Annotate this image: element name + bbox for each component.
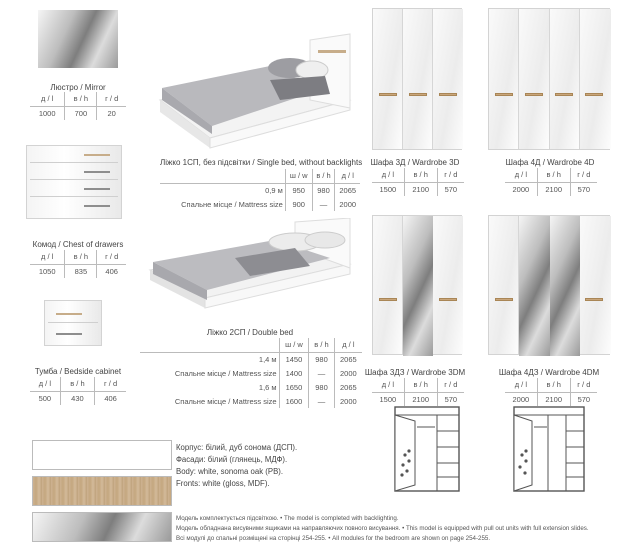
dim-header: г / d — [570, 378, 597, 392]
mirror-swatch — [32, 512, 172, 542]
double-bed-dims — [140, 338, 362, 408]
material-legend — [176, 442, 376, 490]
dim-header: д / l — [505, 168, 537, 182]
dim-value: 980 — [312, 183, 335, 197]
dim-header: д / l — [30, 377, 60, 391]
dim-value: 570 — [437, 182, 464, 196]
wardrobe-3d-dims — [372, 168, 464, 196]
wardrobe-4dz-image — [488, 215, 610, 355]
dim-value: 406 — [97, 264, 126, 278]
wardrobe-3d-image — [372, 8, 462, 150]
wardrobe-4d-name: Шафа 4Д / Wardrobe 4D — [505, 158, 595, 167]
row-label: Спальне місце / Mattress size — [174, 368, 277, 378]
legend-fronts-en: Fronts: white (gloss, MDF). — [176, 479, 270, 488]
dim-header: в / h — [537, 378, 570, 392]
sonoma-oak-swatch — [32, 476, 172, 506]
bedside-image — [44, 300, 102, 346]
dim-value: 2100 — [404, 182, 437, 196]
dim-value: 2000 — [334, 366, 362, 380]
legend-body-en: Body: white, sonoma oak (PB). — [176, 467, 284, 476]
legend-body-ua: Корпус: білий, дуб сонома (ДСП). — [176, 443, 298, 452]
dim-value: 2000 — [335, 197, 360, 211]
dim-header: д / l — [334, 338, 362, 352]
dim-value: 2000 — [334, 394, 362, 408]
wardrobe-4dz-name: Шафа 4ДЗ / Wardrobe 4DM — [498, 368, 600, 377]
dim-value: 700 — [65, 106, 97, 120]
dim-header: ш / w — [285, 169, 312, 183]
dim-header: г / d — [437, 378, 464, 392]
dim-value: 2100 — [404, 392, 437, 406]
dim-value: 2100 — [537, 392, 570, 406]
dim-value: 2065 — [334, 380, 362, 394]
chest-name: Комод / Chest of drawers — [32, 240, 124, 249]
dim-header: д / l — [335, 169, 360, 183]
dim-header: в / h — [65, 250, 97, 264]
dim-value: — — [312, 197, 335, 211]
row-label: 0,9 м — [265, 185, 283, 195]
bedside-name: Тумба / Bedside cabinet — [34, 367, 122, 376]
notes — [176, 514, 636, 544]
note-backlighting: Модель комплектується підсвіткою. • The model is completed with backlighting. — [176, 515, 399, 522]
bedside-dims — [30, 377, 126, 405]
dim-header: в / h — [312, 169, 335, 183]
dim-value: 430 — [60, 391, 94, 405]
dim-value: 2000 — [512, 394, 530, 404]
mirror-image — [38, 10, 118, 68]
dim-header: д / l — [372, 378, 404, 392]
dim-value: 2000 — [512, 184, 530, 194]
chest-dims — [30, 250, 126, 278]
dim-header: г / d — [437, 168, 464, 182]
dim-value: 570 — [437, 392, 464, 406]
dim-value: 1600 — [279, 394, 309, 408]
wardrobe-3dz-name: Шафа 3ДЗ / Wardrobe 3DM — [364, 368, 466, 377]
dim-value: 1500 — [379, 394, 397, 404]
row-label: Спальне місце / Mattress size — [181, 199, 283, 209]
dim-header: ш / w — [279, 338, 309, 352]
wardrobe-3d-name: Шафа 3Д / Wardrobe 3D — [370, 158, 460, 167]
dim-value: 1650 — [279, 380, 309, 394]
mirror-dims — [30, 92, 126, 120]
dim-value: 950 — [285, 183, 312, 197]
dim-value: 570 — [570, 182, 597, 196]
wardrobe-4dz-dims — [505, 378, 597, 406]
dim-value: 1050 — [38, 266, 56, 276]
legend-fronts-ua: Фасади: білий (глянець, МДФ). — [176, 455, 288, 464]
single-bed-name: Ліжко 1СП, без підсвітки / Single bed, without backlights — [160, 158, 363, 167]
dim-value: 406 — [95, 391, 126, 405]
dim-header: д / l — [372, 168, 404, 182]
dim-header: д / l — [30, 92, 65, 106]
dim-value: 570 — [570, 392, 597, 406]
note-slides: Модель обладнана висувними ящиками на направляючих повного висування. • This model is equipped with pull out units with full extension slides. — [176, 525, 589, 532]
single-bed-image — [150, 30, 360, 155]
dim-value: — — [309, 366, 334, 380]
dim-value: 1450 — [279, 352, 309, 366]
row-label: 1,4 м — [258, 354, 277, 364]
dim-value: 900 — [285, 197, 312, 211]
dim-header: в / h — [537, 168, 570, 182]
double-bed-image — [145, 218, 355, 316]
dim-value: — — [309, 394, 334, 408]
dim-header: г / d — [95, 377, 126, 391]
dim-value: 980 — [309, 352, 334, 366]
wardrobe-3dz-image — [372, 215, 462, 355]
dim-header: г / d — [570, 168, 597, 182]
row-label: 1,6 м — [258, 382, 277, 392]
dim-value: 835 — [65, 264, 97, 278]
wardrobe-3d-interior-diagram — [393, 405, 461, 493]
chest-image — [26, 145, 122, 219]
mirror-name: Люстро / Mirror — [50, 83, 106, 92]
wardrobe-4d-dims — [505, 168, 597, 196]
dim-value: 1500 — [379, 184, 397, 194]
row-label: Спальне місце / Mattress size — [174, 396, 277, 406]
dim-header: в / h — [65, 92, 97, 106]
dim-value: 2065 — [334, 352, 362, 366]
wardrobe-4d-image — [488, 8, 610, 150]
double-bed-name: Ліжко 2СП / Double bed — [206, 328, 294, 337]
dim-header: г / d — [97, 250, 126, 264]
dim-value: 20 — [97, 106, 126, 120]
wardrobe-4d-interior-diagram — [512, 405, 586, 493]
white-swatch — [32, 440, 172, 470]
dim-value: 1000 — [38, 108, 56, 118]
dim-header: д / l — [30, 250, 65, 264]
wardrobe-3dz-dims — [372, 378, 464, 406]
dim-header: в / h — [404, 168, 437, 182]
note-pages: Всі модулі до спальні розміщені на сторінці 254-255. • All modules for the bedroom are shown on page 254-255. — [176, 535, 491, 542]
dim-value: 2100 — [537, 182, 570, 196]
dim-header: г / d — [97, 92, 126, 106]
dim-value: 1400 — [279, 366, 309, 380]
dim-header: в / h — [309, 338, 334, 352]
single-bed-dims — [160, 169, 360, 211]
dim-header: в / h — [404, 378, 437, 392]
dim-value: 2065 — [335, 183, 360, 197]
dim-value: 500 — [38, 393, 52, 403]
dim-header: д / l — [505, 378, 537, 392]
dim-value: 980 — [309, 380, 334, 394]
dim-header: в / h — [60, 377, 94, 391]
